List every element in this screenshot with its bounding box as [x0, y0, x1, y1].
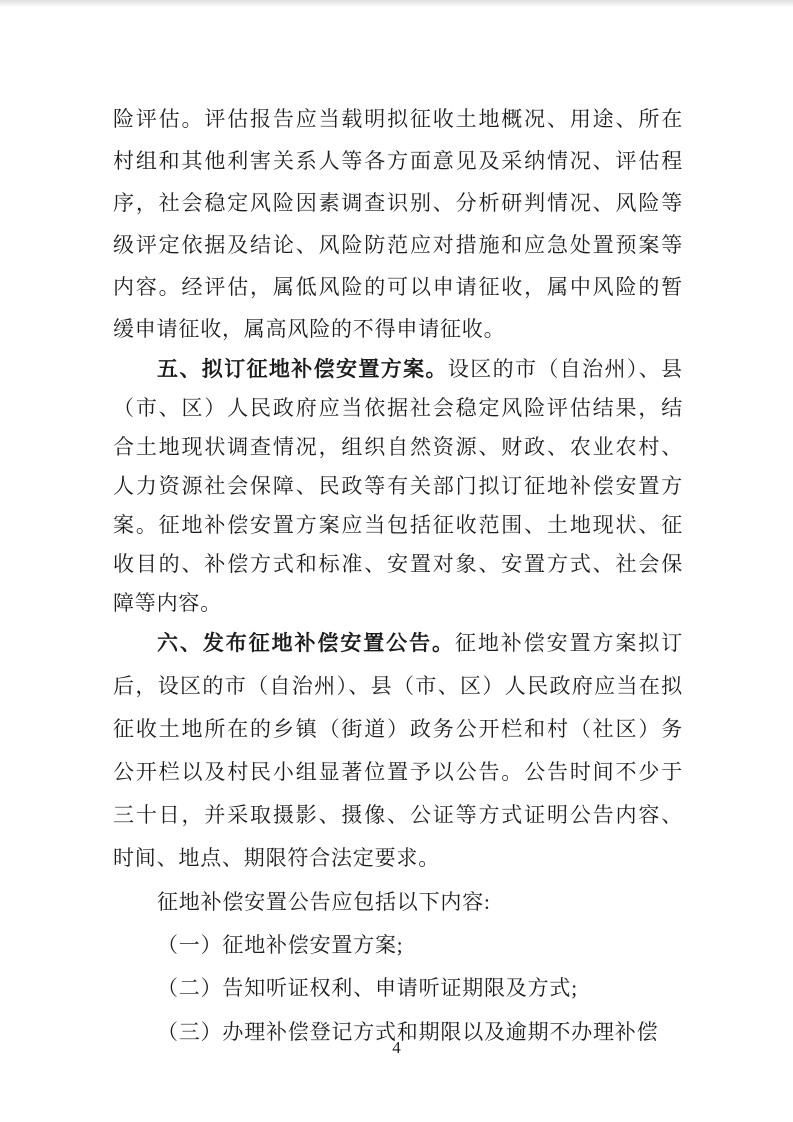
notice-item: （二）告知听证权利、申请听证期限及方式;: [157, 976, 578, 1001]
text-line: [113, 350, 683, 389]
paragraph-risk-assessment: [113, 98, 683, 350]
text-line: 村组和其他利害关系人等各方面意见及采纳情况、评估程: [113, 149, 683, 173]
text-line: 收目的、补偿方式和标准、安置对象、安置方式、社会保: [113, 552, 683, 576]
text-line: 征地补偿安置公告应包括以下内容:: [157, 890, 491, 914]
text-run: 征地补偿安置方案拟订: [454, 631, 683, 655]
notice-list: [113, 924, 683, 1054]
text-line: 征收土地所在的乡镇（街道）政务公开栏和村（社区）务: [113, 717, 683, 741]
paragraph-item-six: [113, 622, 683, 880]
text-line: 内容。经评估，属低风险的可以申请征收，属中风险的暂: [113, 275, 683, 299]
text-line: 级评定依据及结论、风险防范应对措施和应急处置预案等: [113, 233, 683, 257]
notice-item: （三）办理补偿登记方式和期限以及逾期不办理补偿: [157, 1019, 659, 1044]
text-line: （市、区）人民政府应当依据社会稳定风险评估结果，结: [113, 396, 683, 420]
text-line: 障等内容。: [113, 591, 222, 615]
text-line: [113, 622, 683, 665]
notice-item: （一）征地补偿安置方案;: [157, 933, 404, 957]
page-number: 4: [392, 1038, 401, 1057]
text-line: 案。征地补偿安置方案应当包括征收范围、土地现状、征: [113, 513, 683, 537]
document-body: [113, 0, 683, 1122]
text-line: 公开栏以及村民小组显著位置予以公告。公告时间不少于: [113, 760, 683, 784]
text-line: 后，设区的市（自治州）、县（市、区）人民政府应当在拟: [113, 674, 683, 698]
text-line: 人力资源社会保障、民政等有关部门拟订征地补偿安置方: [113, 474, 683, 498]
text-line: 险评估。评估报告应当载明拟征收土地概况、用途、所在: [113, 107, 683, 131]
paragraph-item-five: [113, 350, 683, 623]
text-line: 三十日，并采取摄影、摄像、公证等方式证明公告内容、: [113, 803, 683, 827]
section-heading-six: 六、发布征地补偿安置公告。: [157, 632, 455, 655]
text-line: 时间、地点、期限符合法定要求。: [113, 846, 440, 870]
text-line: 缓申请征收，属高风险的不得申请征收。: [113, 317, 506, 341]
text-line: 序，社会稳定风险因素调查识别、分析研判情况、风险等: [113, 191, 683, 215]
section-heading-five: 五、拟订征地补偿安置方案。: [157, 358, 448, 381]
text-line: 合土地现状调查情况，组织自然资源、财政、农业农村、: [113, 435, 683, 459]
notice-intro: [113, 881, 683, 924]
text-run: 设区的市（自治州）、县: [447, 357, 683, 381]
